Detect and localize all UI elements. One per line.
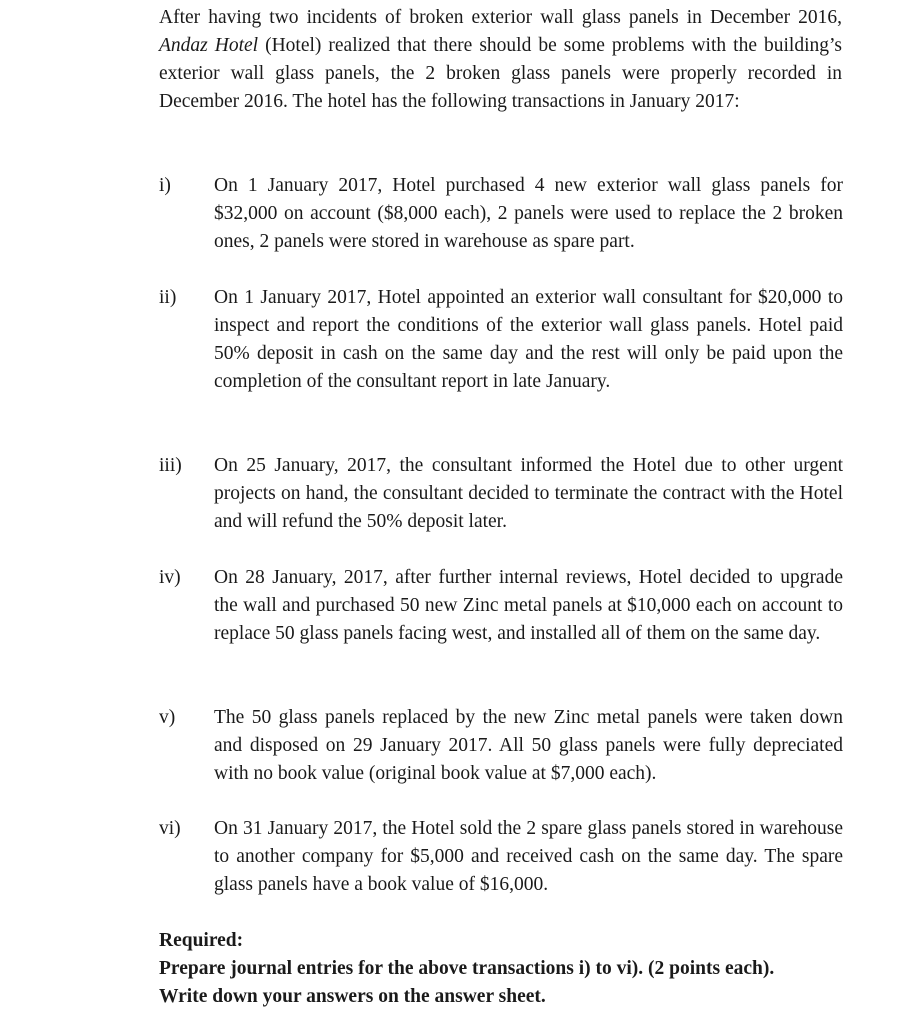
required-section — [159, 927, 879, 1011]
transaction-number: ii) — [159, 287, 177, 308]
hotel-name: Andaz Hotel — [159, 35, 259, 56]
transaction-item-i — [159, 172, 843, 256]
transaction-number: vi) — [159, 818, 181, 839]
required-instruction-1: Prepare journal entries for the above transactions i) to vi). (2 points each). — [159, 958, 775, 979]
transaction-item-iv — [159, 564, 843, 648]
required-instruction-2: Write down your answers on the answer sheet. — [159, 986, 546, 1007]
transaction-text: The 50 glass panels replaced by the new Zinc metal panels were taken down and disposed on 29 January 2017. All 50 glass panels were fully depreciated with no book value (original book value at $7,000 each). — [214, 707, 843, 784]
transaction-number: iv) — [159, 567, 181, 588]
required-heading: Required: — [159, 930, 244, 951]
transaction-item-vi — [159, 815, 843, 899]
transaction-number: v) — [159, 707, 176, 728]
transaction-number: i) — [159, 175, 171, 196]
transaction-item-ii — [159, 284, 843, 396]
transaction-item-iii — [159, 452, 843, 536]
transaction-text: On 31 January 2017, the Hotel sold the 2 spare glass panels stored in warehouse to another company for $5,000 and received cash on the same day. The spare glass panels have a book value of $16,000. — [214, 818, 843, 895]
intro-paragraph — [159, 4, 842, 116]
transaction-item-v — [159, 704, 843, 788]
transaction-text: On 1 January 2017, Hotel appointed an exterior wall consultant for $20,000 to inspect and report the conditions of the exterior wall glass panels. Hotel paid 50% deposit in cash on the same day and the rest will only be paid upon the completion of the consultant report in late January. — [214, 287, 843, 392]
transaction-text: On 28 January, 2017, after further internal reviews, Hotel decided to upgrade the wall and purchased 50 new Zinc metal panels at $10,000 each on account to replace 50 glass panels facing west, and installed all of them on the same day. — [214, 567, 843, 644]
intro-text-part2: (Hotel) realized that there should be some problems with the building’s exterior wall glass panels, the 2 broken glass panels were properly recorded in December 2016. The hotel has the following transactions in January 2017: — [159, 35, 842, 112]
transaction-number: iii) — [159, 455, 182, 476]
transaction-text: On 1 January 2017, Hotel purchased 4 new exterior wall glass panels for $32,000 on account ($8,000 each), 2 panels were used to replace the 2 broken ones, 2 panels were stored in warehouse as spare part. — [214, 175, 843, 252]
transaction-text: On 25 January, 2017, the consultant informed the Hotel due to other urgent projects on hand, the consultant decided to terminate the contract with the Hotel and will refund the 50% deposit later. — [214, 455, 843, 532]
intro-text-part1: After having two incidents of broken exterior wall glass panels in December 2016, — [159, 7, 842, 28]
